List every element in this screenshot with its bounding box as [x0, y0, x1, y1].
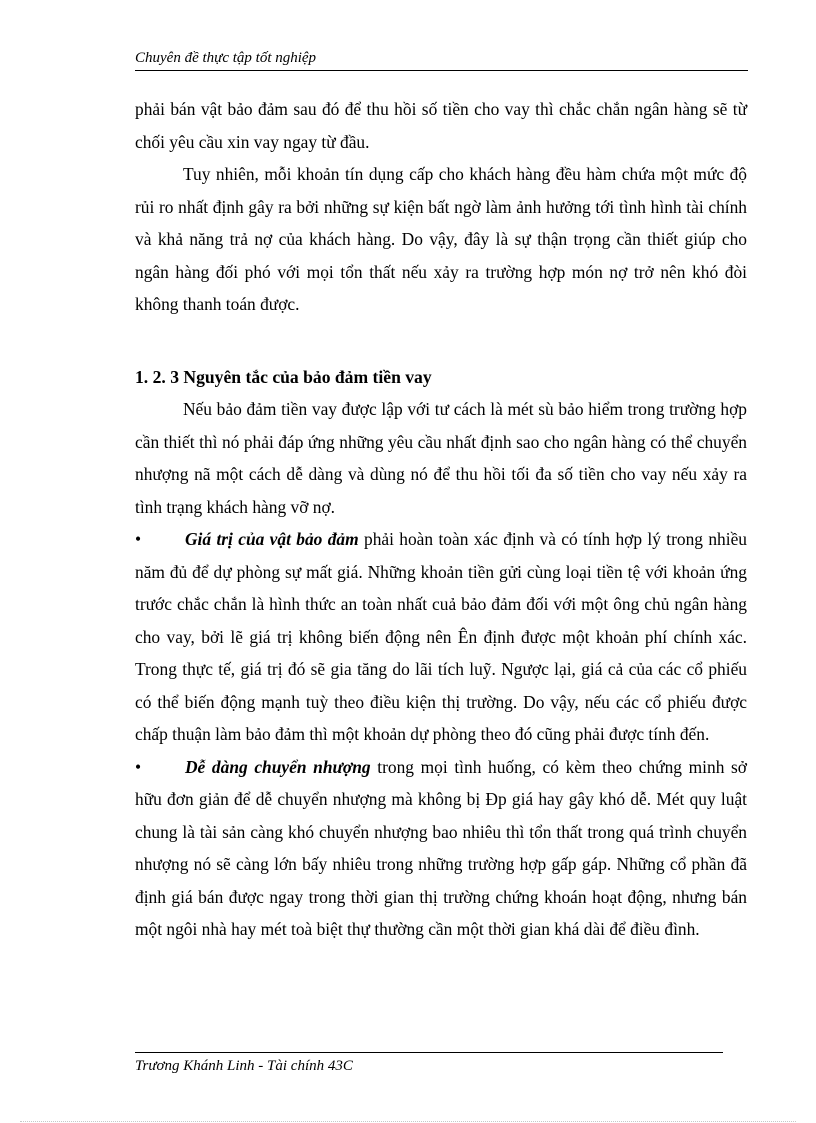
header-title: Chuyên đề thực tập tốt nghiệp: [135, 50, 317, 66]
footer-rule: [135, 1052, 723, 1053]
bullet-term: Giá trị của vật bảo đảm: [185, 529, 359, 549]
bullet-text: trong mọi tình huống, có kèm theo chứng minh sở hữu đơn giản để dễ chuyển nhượng mà không bị Đp giá hay gây khó dễ. Mét quy luật chung là tài sản càng khó chuyển nhượng bao nhiêu thì tổn thất trong quá trình chuyển nhượng nó sẽ càng lớn bấy nhiêu trong những trường hợp gấp gáp. Những cổ phần đã định giá bán được ngay trong thời gian thị trường chứng khoán hoạt động, nhưng bán một ngôi nhà hay mét toà biệt thự thường cần một thời gian khá dài để điều đình.: [135, 756, 747, 939]
page-edge: [20, 1121, 796, 1122]
bullet-item-transferability: [135, 751, 747, 946]
paragraph-continuation: phải bán vật bảo đảm sau đó để thu hồi số tiền cho vay thì chắc chắn ngân hàng sẽ từ chối yêu cầu xin vay ngay từ đầu.: [135, 99, 747, 152]
bullet-term: Dễ dàng chuyển nhượng: [185, 756, 371, 777]
document-body: [135, 93, 747, 946]
paragraph-principles-intro: Nếu bảo đảm tiền vay được lập với tư cách là mét sù bảo hiểm trong trường hợp cần thiết thì nó phải đáp ứng những yêu cầu nhất định sao cho ngân hàng có thể chuyển nhượng nã một cách dễ dàng và dùng nó để thu hồi tối đa số tiền cho vay nếu xảy ra tình trạng khách hàng vỡ nợ.: [135, 399, 747, 517]
paragraph-credit-risk: Tuy nhiên, mỗi khoản tín dụng cấp cho khách hàng đều hàm chứa một mức độ rủi ro nhất định gây ra bởi những sự kiện bất ngờ làm ảnh hưởng tới tình hình tài chính và khả năng trả nợ của khách hàng. Do vậy, đây là sự thận trọng cần thiết giúp cho ngân hàng đối phó với mọi tổn thất nếu xảy ra trường hợp món nợ trở nên khó đòi không thanh toán được.: [135, 164, 747, 314]
header-rule: [135, 70, 748, 71]
bullet-symbol: •: [135, 756, 142, 777]
bullet-text: phải hoàn toàn xác định và có tính hợp lý trong nhiều năm đủ để dự phòng sự mất giá. Những khoản tiền gửi cùng loại tiền tệ với khoản ứng trước chắc chắn là hình thức an toàn nhất cuả bảo đảm đối với một ông chủ ngân hàng cho vay, bởi lẽ giá trị không biến động nên Ên định được một khoản phí chính xác. Trong thực tế, giá trị đó sẽ gia tăng do lãi tích luỹ. Ngược lại, giá cả của các cổ phiếu có thể biến động mạnh tuỳ theo điều kiện thị trường. Do vậy, nếu các cổ phiếu được chấp thuận làm bảo đảm thì một khoản dự phòng theo đó cũng phải được tính đến.: [135, 529, 747, 744]
bullet-symbol: •: [135, 529, 142, 549]
bullet-item-value: [135, 523, 747, 751]
section-heading: 1. 2. 3 Nguyên tắc của bảo đảm tiền vay: [135, 366, 432, 387]
footer-author: Trương Khánh Linh - Tài chính 43C: [135, 1058, 353, 1074]
page-header: [135, 48, 748, 68]
